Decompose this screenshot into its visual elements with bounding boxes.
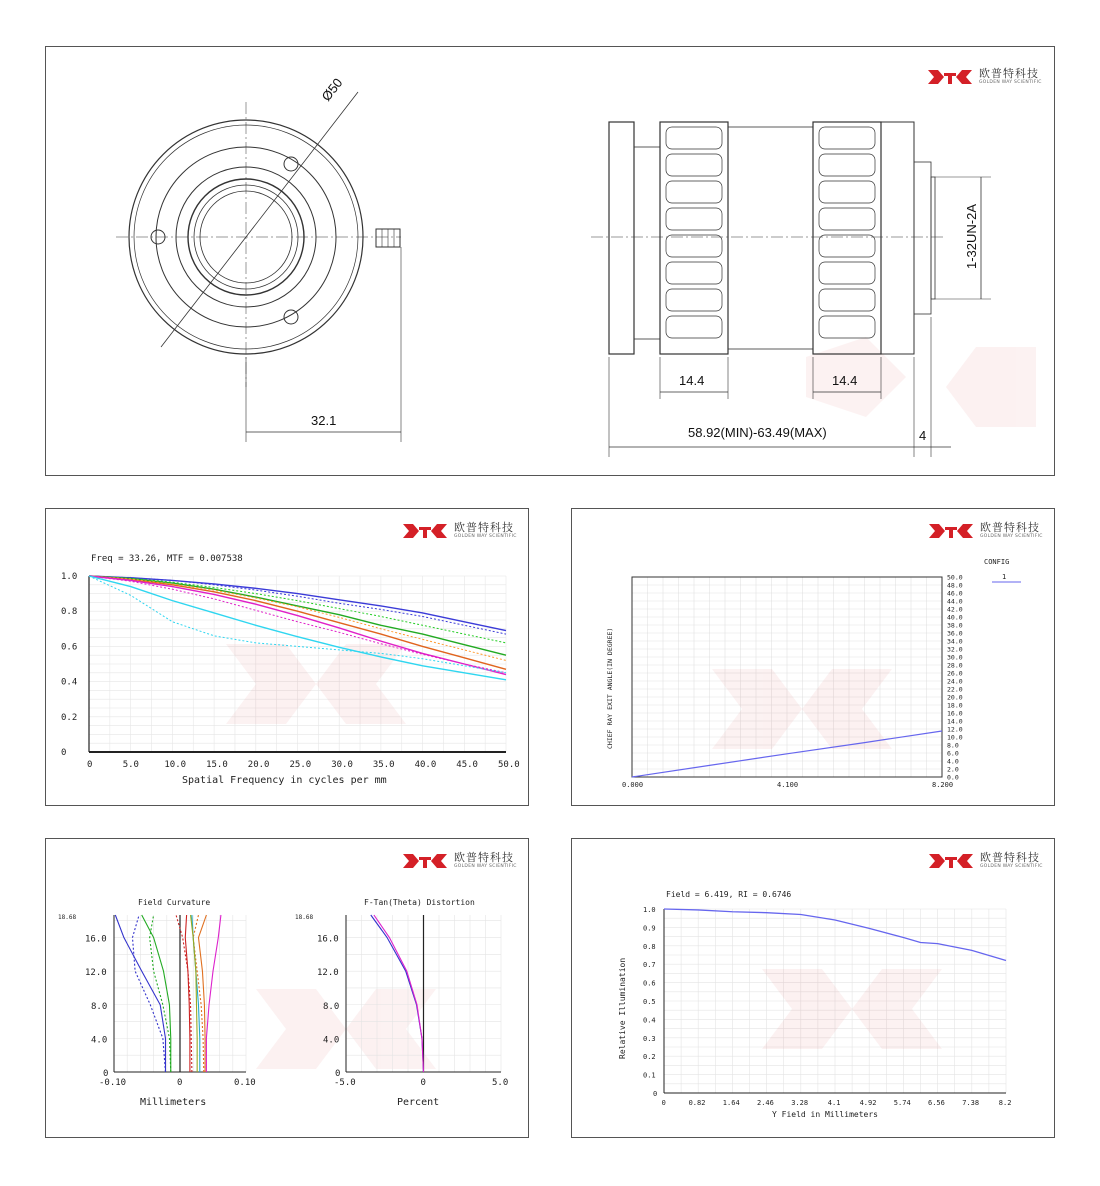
y-tick-label: 12.0 [947, 725, 963, 734]
y-tick-label: 4.0 [323, 1035, 340, 1046]
chief-ray-ylabel: CHIEF RAY EXIT ANGLE(IN DEGREE) [606, 627, 614, 749]
y-tick-label: 4.0 [91, 1035, 108, 1046]
x-tick-label: 30.0 [331, 760, 353, 770]
x-tick-label: 0 [661, 1099, 666, 1107]
y-tick-label: 0.1 [643, 1071, 656, 1080]
field-curvature-series-blue-dash [132, 915, 165, 1072]
brand-name-cn: 欧普特科技 [980, 521, 1040, 534]
x-tick-label: 6.56 [928, 1099, 945, 1107]
y-tick-label: 6.0 [947, 749, 959, 758]
y-tick-label: 40.0 [947, 613, 963, 622]
y-tick-label: 0.0 [947, 773, 959, 782]
illumination-header: Field = 6.419, RI = 0.6746 [666, 890, 792, 899]
x-tick-label: -0.10 [99, 1078, 127, 1088]
illumination-panel [571, 838, 1055, 1138]
illumination-chart [572, 839, 1054, 1137]
y-tick-label: 30.0 [947, 653, 963, 662]
watermark-right [852, 969, 942, 1049]
side-view [591, 122, 991, 457]
y-tick-label: 46.0 [947, 589, 963, 598]
y-tick-label: 18.0 [947, 701, 963, 710]
illumination-ylabel: Relative Illumination [618, 957, 627, 1059]
y-tick-label: 12.0 [317, 968, 339, 979]
aberration-panel [45, 838, 529, 1138]
front-diameter-label: Ø50 [318, 75, 346, 104]
y-tick-label: 38.0 [947, 621, 963, 630]
x-tick-label: 5.0 [122, 760, 139, 770]
front-view [116, 92, 401, 442]
back-length-label: 4 [919, 428, 927, 443]
y-tick-label: 0.9 [643, 924, 656, 933]
brand-name-en: GOLDEN WAY SCIENTIFIC [979, 80, 1042, 86]
y-tick-label: 10.0 [947, 733, 963, 742]
brand-name-en: GOLDEN WAY SCIENTIFIC [980, 864, 1043, 870]
watermark-left [226, 644, 316, 724]
y-tick-label: 26.0 [947, 669, 963, 678]
y-tick-label: 0.8 [643, 942, 656, 951]
legend-item-label: 1 [1002, 573, 1007, 581]
mtf-header: Freq = 33.26, MTF = 0.007538 [91, 554, 243, 564]
y-tick-label: 22.0 [947, 685, 963, 694]
brand-name-en: GOLDEN WAY SCIENTIFIC [454, 534, 517, 540]
aberration-charts [46, 839, 528, 1137]
brand-name-cn: 欧普特科技 [980, 851, 1040, 864]
y-tick-label: 0.2 [61, 712, 78, 723]
y-tick-label: 0 [653, 1090, 658, 1098]
field-curvature-series-green-solid [142, 915, 171, 1072]
watermark-right [316, 644, 406, 724]
x-tick-label: 0.000 [622, 781, 644, 789]
mount-thread-label: 1-32UN-2A [964, 203, 979, 269]
chief-ray-panel [571, 508, 1055, 806]
brand-name-cn: 欧普特科技 [454, 851, 514, 864]
x-tick-label: 0.82 [688, 1099, 706, 1107]
x-tick-label: 8.200 [932, 781, 954, 789]
x-tick-label: 4.1 [827, 1099, 841, 1107]
y-tick-label: 16.0 [947, 709, 963, 718]
x-tick-label: 45.0 [456, 760, 478, 770]
x-tick-label: 5.74 [893, 1099, 911, 1107]
ring-width-2-label: 14.4 [832, 373, 858, 388]
y-tick-label: 0.2 [643, 1053, 656, 1062]
y-tick-label: 4.0 [947, 757, 959, 766]
y-tick-label: 0.4 [61, 677, 78, 688]
y-tick-label: 34.0 [947, 637, 963, 646]
x-tick-label: -5.0 [334, 1078, 356, 1088]
chief-ray-chart [572, 509, 1054, 805]
x-tick-label: 4.92 [859, 1099, 877, 1107]
x-tick-label: 0 [420, 1078, 426, 1088]
y-tick-label: 0.6 [643, 979, 656, 988]
x-tick-label: 8.2 [998, 1099, 1012, 1107]
y-tick-label: 32.0 [947, 645, 963, 654]
y-tick-label: 8.0 [91, 1001, 108, 1012]
y-tick-label: 16.0 [85, 934, 107, 945]
mtf-chart [46, 509, 528, 805]
field-curvature-title: Field Curvature [138, 898, 211, 907]
field-curvature-xlabel: Millimeters [140, 1097, 207, 1108]
x-tick-label: 25.0 [289, 760, 312, 770]
y-tick-label: 0 [335, 1069, 341, 1079]
drawing-panel [45, 46, 1055, 476]
field-curvature-ymax: 18.68 [58, 914, 77, 921]
y-tick-label: 14.0 [947, 717, 963, 726]
illumination-xlabel: Y Field in Millimeters [772, 1110, 878, 1119]
y-tick-label: 28.0 [947, 661, 963, 670]
x-tick-label: 0.10 [234, 1078, 256, 1088]
watermark-left [762, 969, 852, 1049]
y-tick-label: 0.8 [61, 607, 78, 618]
y-tick-label: 1.0 [61, 572, 78, 582]
x-tick-label: 20.0 [247, 760, 270, 770]
x-tick-label: 0 [177, 1078, 183, 1088]
y-tick-label: 0.4 [643, 1016, 656, 1025]
distortion-title: F-Tan(Theta) Distortion [364, 898, 475, 907]
front-offset-label: 32.1 [311, 413, 337, 428]
y-tick-label: 0.3 [643, 1034, 656, 1043]
y-tick-label: 12.0 [85, 968, 107, 979]
x-tick-label: 4.100 [777, 781, 799, 789]
y-tick-label: 44.0 [947, 597, 963, 606]
y-tick-label: 8.0 [947, 741, 959, 750]
x-tick-label: 0 [87, 760, 93, 770]
y-tick-label: 24.0 [947, 677, 963, 686]
mtf-xlabel: Spatial Frequency in cycles per mm [182, 775, 387, 786]
x-tick-label: 50.0 [498, 760, 520, 770]
y-tick-label: 42.0 [947, 605, 963, 614]
x-tick-label: 3.28 [791, 1099, 809, 1107]
y-tick-label: 48.0 [947, 581, 963, 590]
x-tick-label: 15.0 [206, 760, 228, 770]
x-tick-label: 40.0 [414, 760, 437, 770]
brand-name-en: GOLDEN WAY SCIENTIFIC [980, 534, 1043, 540]
y-tick-label: 0 [103, 1069, 109, 1079]
overall-length-label: 58.92(MIN)-63.49(MAX) [688, 425, 827, 440]
y-tick-label: 2.0 [947, 765, 959, 774]
x-tick-label: 2.46 [757, 1099, 774, 1107]
distortion-ymax: 18.68 [295, 914, 314, 921]
field-curvature-series-red-solid [185, 915, 190, 1072]
distortion-xlabel: Percent [397, 1097, 440, 1108]
lens-drawing [46, 47, 1054, 475]
y-tick-label: 0 [61, 748, 67, 758]
y-tick-label: 16.0 [317, 934, 339, 945]
x-tick-label: 35.0 [372, 760, 395, 770]
x-tick-label: 5.0 [492, 1078, 509, 1088]
y-tick-label: 50.0 [947, 573, 963, 582]
y-tick-label: 0.6 [61, 642, 78, 653]
x-tick-label: 7.38 [962, 1099, 980, 1107]
y-tick-label: 8.0 [323, 1001, 340, 1012]
brand-name-cn: 欧普特科技 [454, 521, 514, 534]
x-tick-label: 10.0 [164, 760, 187, 770]
y-tick-label: 36.0 [947, 629, 963, 638]
brand-name-cn: 欧普特科技 [979, 67, 1039, 80]
mtf-panel [45, 508, 529, 806]
x-tick-label: 1.64 [722, 1099, 740, 1107]
y-tick-label: 1.0 [643, 906, 656, 914]
legend-title: CONFIG [984, 558, 1010, 566]
brand-name-en: GOLDEN WAY SCIENTIFIC [454, 864, 517, 870]
field-curvature-series-magenta-solid [206, 915, 221, 1072]
y-tick-label: 20.0 [947, 693, 963, 702]
y-tick-label: 0.5 [643, 998, 656, 1006]
ring-width-1-label: 14.4 [679, 373, 705, 388]
y-tick-label: 0.7 [643, 961, 656, 970]
